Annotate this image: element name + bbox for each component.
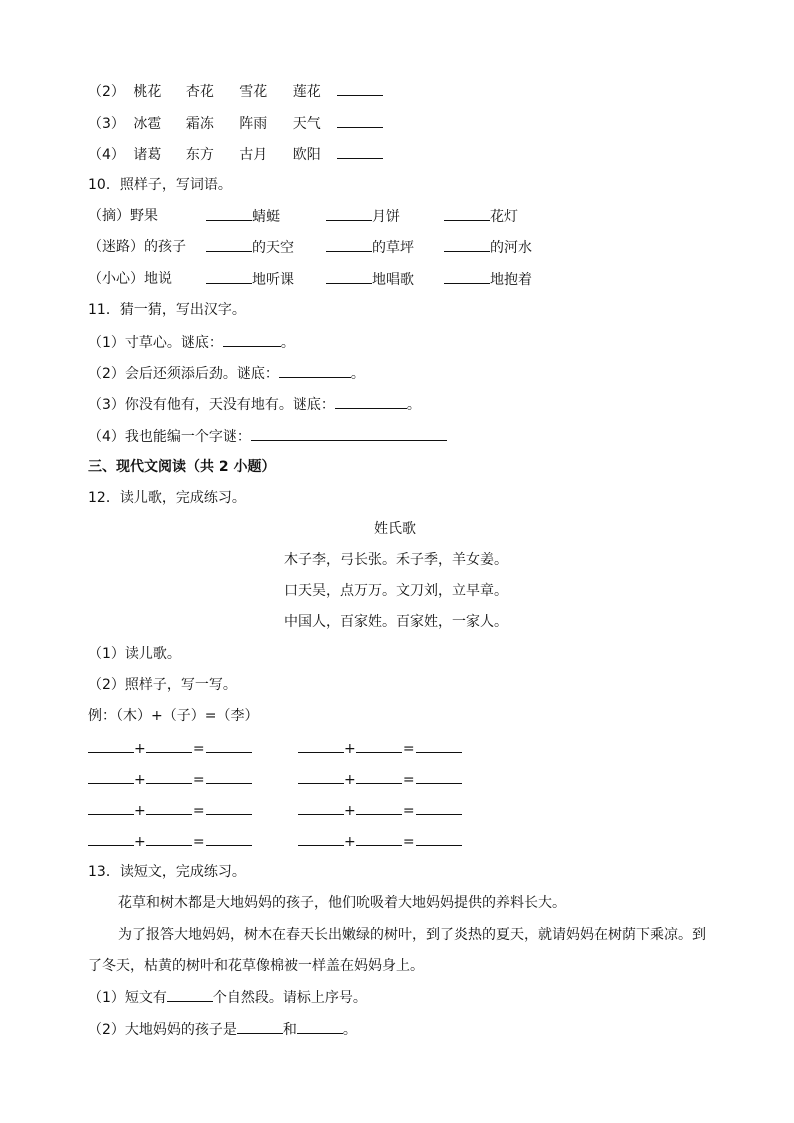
equals-sign: = (192, 741, 205, 757)
q9-word: 天气 (292, 116, 321, 132)
q9-word: 莲花 (292, 84, 321, 100)
answer-blank[interactable] (146, 800, 192, 815)
q9-row-number: （2） (88, 84, 125, 100)
plus-sign: + (344, 803, 356, 819)
answer-blank[interactable] (444, 206, 490, 221)
equals-sign: = (402, 772, 415, 788)
answer-blank[interactable] (356, 831, 402, 846)
q12-example: 例：（木）+（子）=（李） (88, 708, 259, 724)
equals-sign: = (402, 834, 415, 850)
q13-sub2 (88, 1019, 357, 1040)
answer-blank[interactable] (298, 800, 344, 815)
answer-blank[interactable] (206, 800, 252, 815)
equation-row (298, 738, 462, 759)
q10-item: 月饼 (372, 209, 400, 225)
equation-row (298, 769, 462, 790)
q11-item (88, 363, 365, 384)
answer-blank[interactable] (167, 987, 213, 1002)
riddle-text: （3）你没有他有，天没有地有。谜底： (88, 397, 335, 413)
passage-paragraph: 为了报答大地妈妈，树木在春天长出嫩绿的树叶，到了炎热的夏天，就请妈妈在树荫下乘凉。到 (118, 927, 706, 943)
q9-word: 诸葛 (133, 147, 162, 163)
riddle-text: （4）我也能编一个字谜： (88, 429, 251, 445)
equation-row (88, 831, 252, 852)
poem-line: 木子李，弓长张。禾子季，羊女姜。 (284, 552, 508, 568)
plus-sign: + (344, 834, 356, 850)
q9-word: 古月 (239, 147, 268, 163)
equation-row (88, 738, 252, 759)
q10-example: （摘）野果 (88, 208, 158, 224)
q10-item: 的河水 (490, 240, 532, 256)
q10-item: 地抱着 (490, 272, 532, 288)
q10-item: 地听课 (252, 272, 294, 288)
q11-item (88, 426, 447, 447)
equation-row (88, 769, 252, 790)
q9-word: 阵雨 (239, 116, 268, 132)
answer-blank[interactable] (444, 237, 490, 252)
answer-blank[interactable] (223, 332, 281, 347)
q13-sub2-and: 和 (282, 1022, 297, 1038)
answer-blank[interactable] (88, 769, 134, 784)
poem-title: 姓氏歌 (374, 521, 416, 537)
riddle-text: （2）会后还须添后劲。谜底： (88, 366, 279, 382)
punct: 。 (342, 1022, 357, 1038)
plus-sign: + (134, 772, 146, 788)
q13-sub1-text: （1）短文有 (88, 990, 167, 1006)
answer-blank[interactable] (326, 206, 372, 221)
plus-sign: + (134, 834, 146, 850)
q10-example: （小心）地说 (88, 271, 172, 287)
answer-blank[interactable] (251, 426, 447, 441)
answer-blank[interactable] (146, 769, 192, 784)
punct: 。 (280, 335, 295, 351)
answer-blank[interactable] (444, 269, 490, 284)
answer-blank[interactable] (88, 800, 134, 815)
q13-title: 13．读短文，完成练习。 (88, 864, 246, 880)
equals-sign: = (402, 803, 415, 819)
answer-blank[interactable] (206, 237, 252, 252)
q9-word: 冰雹 (133, 116, 162, 132)
answer-blank[interactable] (356, 800, 402, 815)
q10-title: 10．照样子，写词语。 (88, 177, 232, 193)
answer-blank[interactable] (146, 738, 192, 753)
answer-blank[interactable] (206, 269, 252, 284)
q9-word: 雪花 (239, 84, 268, 100)
answer-blank[interactable] (335, 394, 407, 409)
answer-blank[interactable] (279, 363, 351, 378)
answer-blank[interactable] (297, 1019, 343, 1034)
q9-word: 桃花 (133, 84, 162, 100)
q11-item (88, 332, 295, 353)
plus-sign: + (344, 741, 356, 757)
plus-sign: + (344, 772, 356, 788)
q9-row-number: （4） (88, 147, 125, 163)
passage-paragraph: 花草和树木都是大地妈妈的孩子，他们吮吸着大地妈妈提供的养料长大。 (118, 895, 566, 911)
punct: 。 (406, 397, 421, 413)
poem-line: 中国人，百家姓。百家姓，一家人。 (284, 614, 508, 630)
riddle-text: （1）寸草心。谜底： (88, 335, 223, 351)
q9-row (88, 144, 383, 165)
equals-sign: = (192, 803, 205, 819)
answer-blank[interactable] (146, 831, 192, 846)
q10-example: （迷路）的孩子 (88, 239, 186, 255)
q9-word: 东方 (185, 147, 214, 163)
answer-blank[interactable] (337, 81, 383, 96)
punct: 。 (350, 366, 365, 382)
q13-sub1 (88, 987, 367, 1008)
answer-blank[interactable] (298, 738, 344, 753)
answer-blank[interactable] (416, 769, 462, 784)
q9-row (88, 81, 383, 102)
answer-blank[interactable] (416, 738, 462, 753)
answer-blank[interactable] (206, 206, 252, 221)
answer-blank[interactable] (337, 113, 383, 128)
plus-sign: + (134, 741, 146, 757)
answer-blank[interactable] (88, 738, 134, 753)
q11-item (88, 394, 421, 415)
answer-blank[interactable] (337, 144, 383, 159)
q9-word: 欧阳 (292, 147, 321, 163)
answer-blank[interactable] (356, 738, 402, 753)
q9-row (88, 113, 383, 134)
answer-blank[interactable] (416, 800, 462, 815)
poem-line: 口天吴，点万万。文刀刘，立早章。 (284, 583, 508, 599)
passage-paragraph-cont: 了冬天，枯黄的树叶和花草像棉被一样盖在妈妈身上。 (88, 958, 424, 974)
equals-sign: = (192, 772, 205, 788)
q13-sub1-text-end: 个自然段。请标上序号。 (212, 990, 367, 1006)
equals-sign: = (192, 834, 205, 850)
q10-item: 花灯 (490, 209, 518, 225)
q10-item: 的草坪 (372, 240, 414, 256)
section-heading: 三、现代文阅读（共 2 小题） (88, 459, 276, 475)
q13-sub2-text: （2）大地妈妈的孩子是 (88, 1022, 237, 1038)
equation-row (88, 800, 252, 821)
q12-sub1: （1）读儿歌。 (88, 646, 181, 662)
answer-blank[interactable] (206, 769, 252, 784)
q10-item: 地唱歌 (372, 272, 414, 288)
q9-word: 霜冻 (185, 116, 214, 132)
answer-blank[interactable] (326, 269, 372, 284)
q12-title: 12．读儿歌，完成练习。 (88, 490, 246, 506)
q9-word: 杏花 (185, 84, 214, 100)
equation-row (298, 800, 462, 821)
answer-blank[interactable] (416, 831, 462, 846)
answer-blank[interactable] (326, 237, 372, 252)
q10-item: 的天空 (252, 240, 294, 256)
equals-sign: = (402, 741, 415, 757)
answer-blank[interactable] (88, 831, 134, 846)
answer-blank[interactable] (356, 769, 402, 784)
answer-blank[interactable] (206, 831, 252, 846)
q10-item: 蜻蜓 (252, 209, 280, 225)
q12-sub2: （2）照样子，写一写。 (88, 677, 237, 693)
answer-blank[interactable] (298, 831, 344, 846)
answer-blank[interactable] (237, 1019, 283, 1034)
answer-blank[interactable] (206, 738, 252, 753)
q11-title: 11．猜一猜，写出汉字。 (88, 302, 246, 318)
q9-row-number: （3） (88, 116, 125, 132)
answer-blank[interactable] (298, 769, 344, 784)
equation-row (298, 831, 462, 852)
plus-sign: + (134, 803, 146, 819)
